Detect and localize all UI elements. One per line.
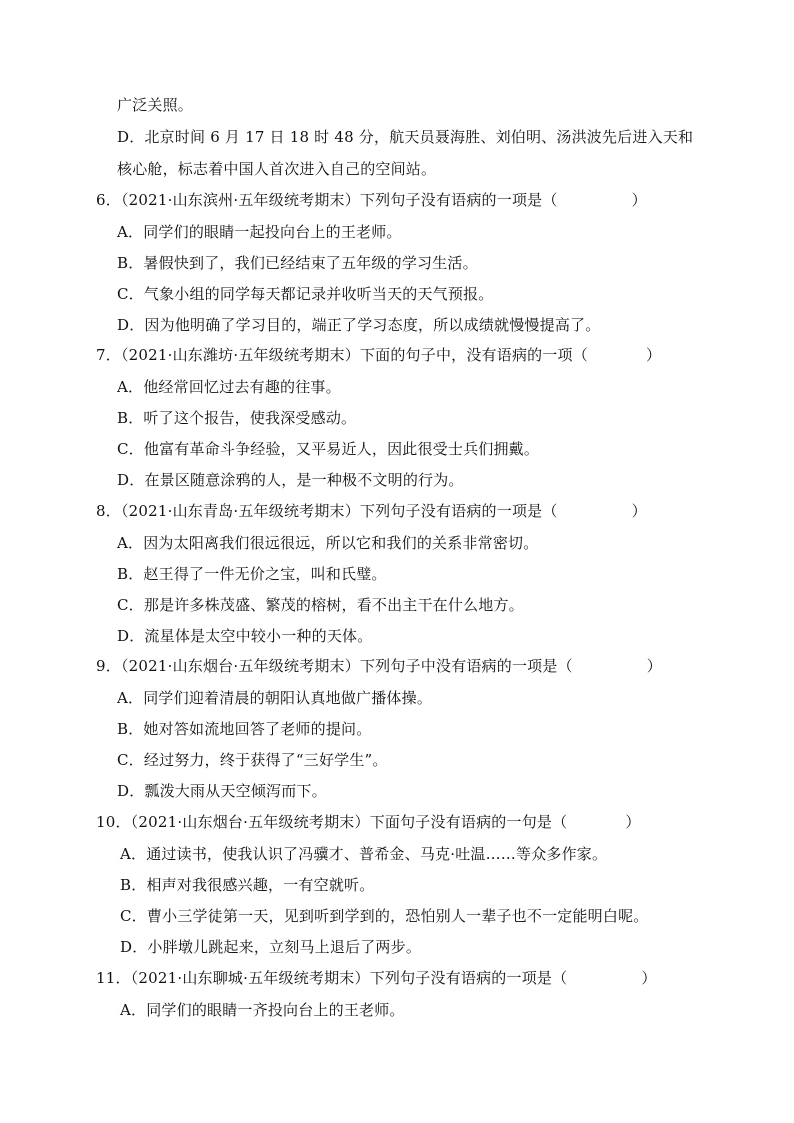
question-10-stem: [96, 812, 641, 832]
question-10-option-b: B．相声对我很感兴趣，一有空就听。: [120, 876, 375, 894]
option-d-continued: 核心舱，标志着中国人首次进入自己的空间站。: [117, 160, 437, 178]
question-9-option-b: B．她对答如流地回答了老师的提问。: [117, 720, 372, 738]
question-8-stem: [96, 501, 647, 521]
question-7-option-d: D．在景区随意涂鸦的人，是一种极不文明的行为。: [117, 471, 464, 489]
question-9-option-a: A．同学们迎着清晨的朝阳认真地做广播体操。: [117, 689, 433, 707]
question-stem-text: 7．（2021·山东潍坊·五年级统考期末）下面的句子中，没有语病的一项（: [96, 346, 588, 364]
answer-paren-close: ）: [631, 191, 647, 209]
answer-paren-close: ）: [641, 969, 657, 987]
question-6-option-b: B．暑假快到了，我们已经结束了五年级的学习生活。: [117, 254, 478, 272]
question-7-option-c: C．他富有革命斗争经验，又平易近人，因此很受士兵们拥戴。: [117, 440, 540, 458]
question-11-option-a: A．同学们的眼睛一齐投向台上的王老师。: [120, 1001, 405, 1019]
question-stem-text: 8．（2021·山东青岛·五年级统考期末）下列句子没有语病的一项是（: [96, 502, 558, 520]
question-7-option-a: A．他经常回忆过去有趣的往事。: [117, 378, 341, 396]
question-6-option-c: C．气象小组的同学每天都记录并收听当天的天气预报。: [117, 285, 494, 303]
question-10-option-a: A．通过读书，使我认识了冯骥才、普希金、马克·吐温……等众多作家。: [120, 845, 608, 863]
question-6-option-d: D．因为他明确了学习目的，端正了学习态度，所以成绩就慢慢提高了。: [117, 316, 601, 334]
question-8-option-a: A．因为太阳离我们很远很远，所以它和我们的关系非常密切。: [117, 534, 539, 552]
question-8-option-b: B．赵王得了一件无价之宝，叫和氏璧。: [117, 565, 387, 583]
question-6-stem: [96, 190, 647, 210]
question-10-option-c: C．曹小三学徒第一天，见到听到学到的，恐怕别人一辈子也不一定能明白呢。: [120, 907, 649, 925]
question-9-stem: [96, 656, 662, 676]
question-9-option-c: C．经过努力，终于获得了“三好学生”。: [117, 751, 388, 769]
continuation-text: 广泛关照。: [117, 96, 194, 114]
question-6-option-a: A．同学们的眼睛一起投向台上的王老师。: [117, 223, 402, 241]
question-7-option-b: B．听了这个报告，使我深受感动。: [117, 409, 357, 427]
question-stem-text: 9．（2021·山东烟台·五年级统考期末）下列句子中没有语病的一项是（: [96, 657, 573, 675]
question-11-stem: [96, 968, 657, 988]
question-10-option-d: D．小胖墩儿跳起来，立刻马上退后了两步。: [120, 938, 422, 956]
answer-paren-close: ）: [646, 657, 662, 675]
question-9-option-d: D．瓢泼大雨从天空倾泻而下。: [117, 782, 327, 800]
question-stem-text: 10．（2021·山东烟台·五年级统考期末）下面句子没有语病的一句是（: [96, 813, 568, 831]
answer-paren-close: ）: [631, 502, 647, 520]
answer-paren-close: ）: [625, 813, 641, 831]
question-7-stem: [96, 345, 661, 365]
question-stem-text: 11．（2021·山东聊城·五年级统考期末）下列句子没有语病的一项是（: [96, 969, 568, 987]
question-8-option-d: D．流星体是太空中较小一种的天体。: [117, 627, 373, 645]
answer-paren-close: ）: [645, 346, 662, 364]
option-d: D．北京时间 6 月 17 日 18 时 48 分，航天员聂海胜、刘伯明、汤洪波先后进入天和: [117, 128, 694, 146]
question-8-option-c: C．那是许多株茂盛、繁茂的榕树，看不出主干在什么地方。: [117, 596, 524, 614]
question-stem-text: 6．（2021·山东滨州·五年级统考期末）下列句子没有语病的一项是（: [96, 191, 558, 209]
